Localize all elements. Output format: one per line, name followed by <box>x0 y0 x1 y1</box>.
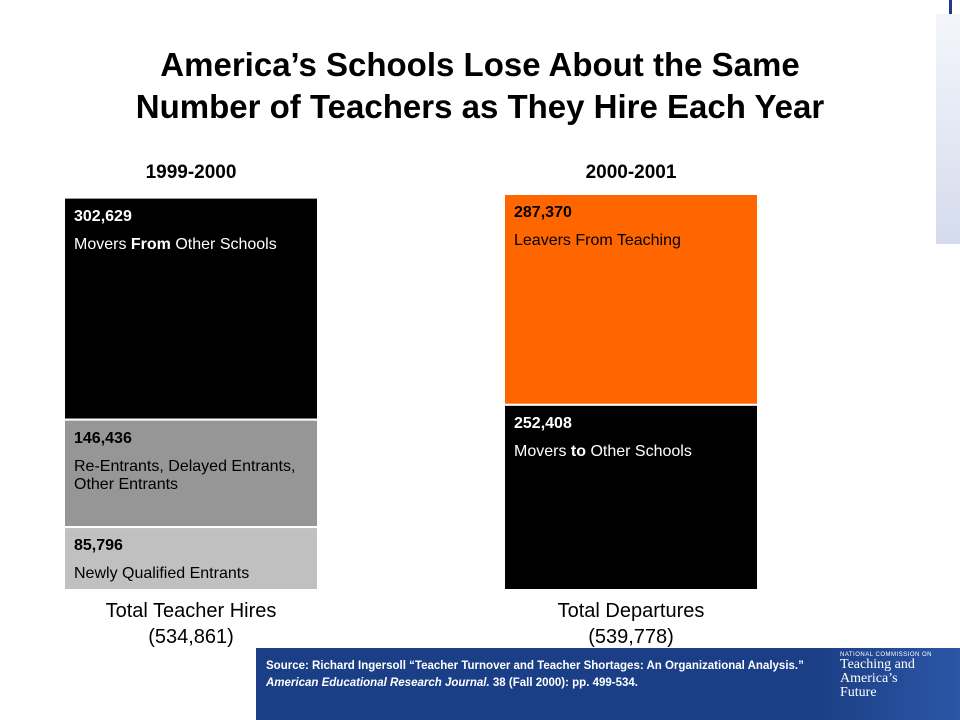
title-line-1: America’s Schools Lose About the Same <box>160 46 800 83</box>
segment-value: 85,796 <box>74 537 123 555</box>
period-label-1: 2000-2001 <box>585 162 677 183</box>
segment-label-1-0 <box>504 194 758 250</box>
title-line-2: Number of Teachers as They Hire Each Year <box>135 88 825 125</box>
logo-small-text: NATIONAL COMMISSION ON <box>840 652 933 658</box>
segment-value: 146,436 <box>74 429 132 447</box>
segment-value: 302,629 <box>74 207 132 225</box>
segment-label-0-2 <box>64 527 318 583</box>
bar-total-1 <box>491 598 771 650</box>
logo-line-1: Teaching and <box>840 657 915 672</box>
logo-line-3: Future <box>840 685 877 700</box>
period-label-0: 1999-2000 <box>145 162 237 183</box>
logo-line-2: America’s <box>840 671 898 686</box>
source-journal: American Educational Research Journal. <box>266 677 490 689</box>
total-value: (534,861) <box>148 626 234 648</box>
source-prefix: Source: Richard Ingersoll “Teacher Turnover and Teacher Shortages: An Organizational Analysis.” <box>266 660 804 672</box>
segment-category: Newly Qualified Entrants <box>74 565 250 583</box>
segment-category: Movers From Other Schools <box>74 235 277 253</box>
segment-category: Re-Entrants, Delayed Entrants, Other Entrants <box>74 457 296 493</box>
total-value: (539,778) <box>588 626 674 648</box>
ncta-logo <box>840 652 950 716</box>
segment-label-0-0 <box>64 198 318 254</box>
bar-total-0 <box>51 598 331 650</box>
segment-category: Leavers From Teaching <box>514 232 681 249</box>
total-label: Total Teacher Hires <box>105 600 277 622</box>
segment-label-1-1 <box>504 405 758 461</box>
source-suffix: 38 (Fall 2000): pp. 499-534. <box>489 677 638 689</box>
segment-value: 287,370 <box>514 204 572 221</box>
total-label: Total Departures <box>557 600 705 622</box>
source-citation <box>256 648 816 720</box>
segment-label-0-1 <box>64 420 318 494</box>
segment-category: Movers to Other Schools <box>514 442 692 460</box>
segment-value: 252,408 <box>514 414 572 432</box>
